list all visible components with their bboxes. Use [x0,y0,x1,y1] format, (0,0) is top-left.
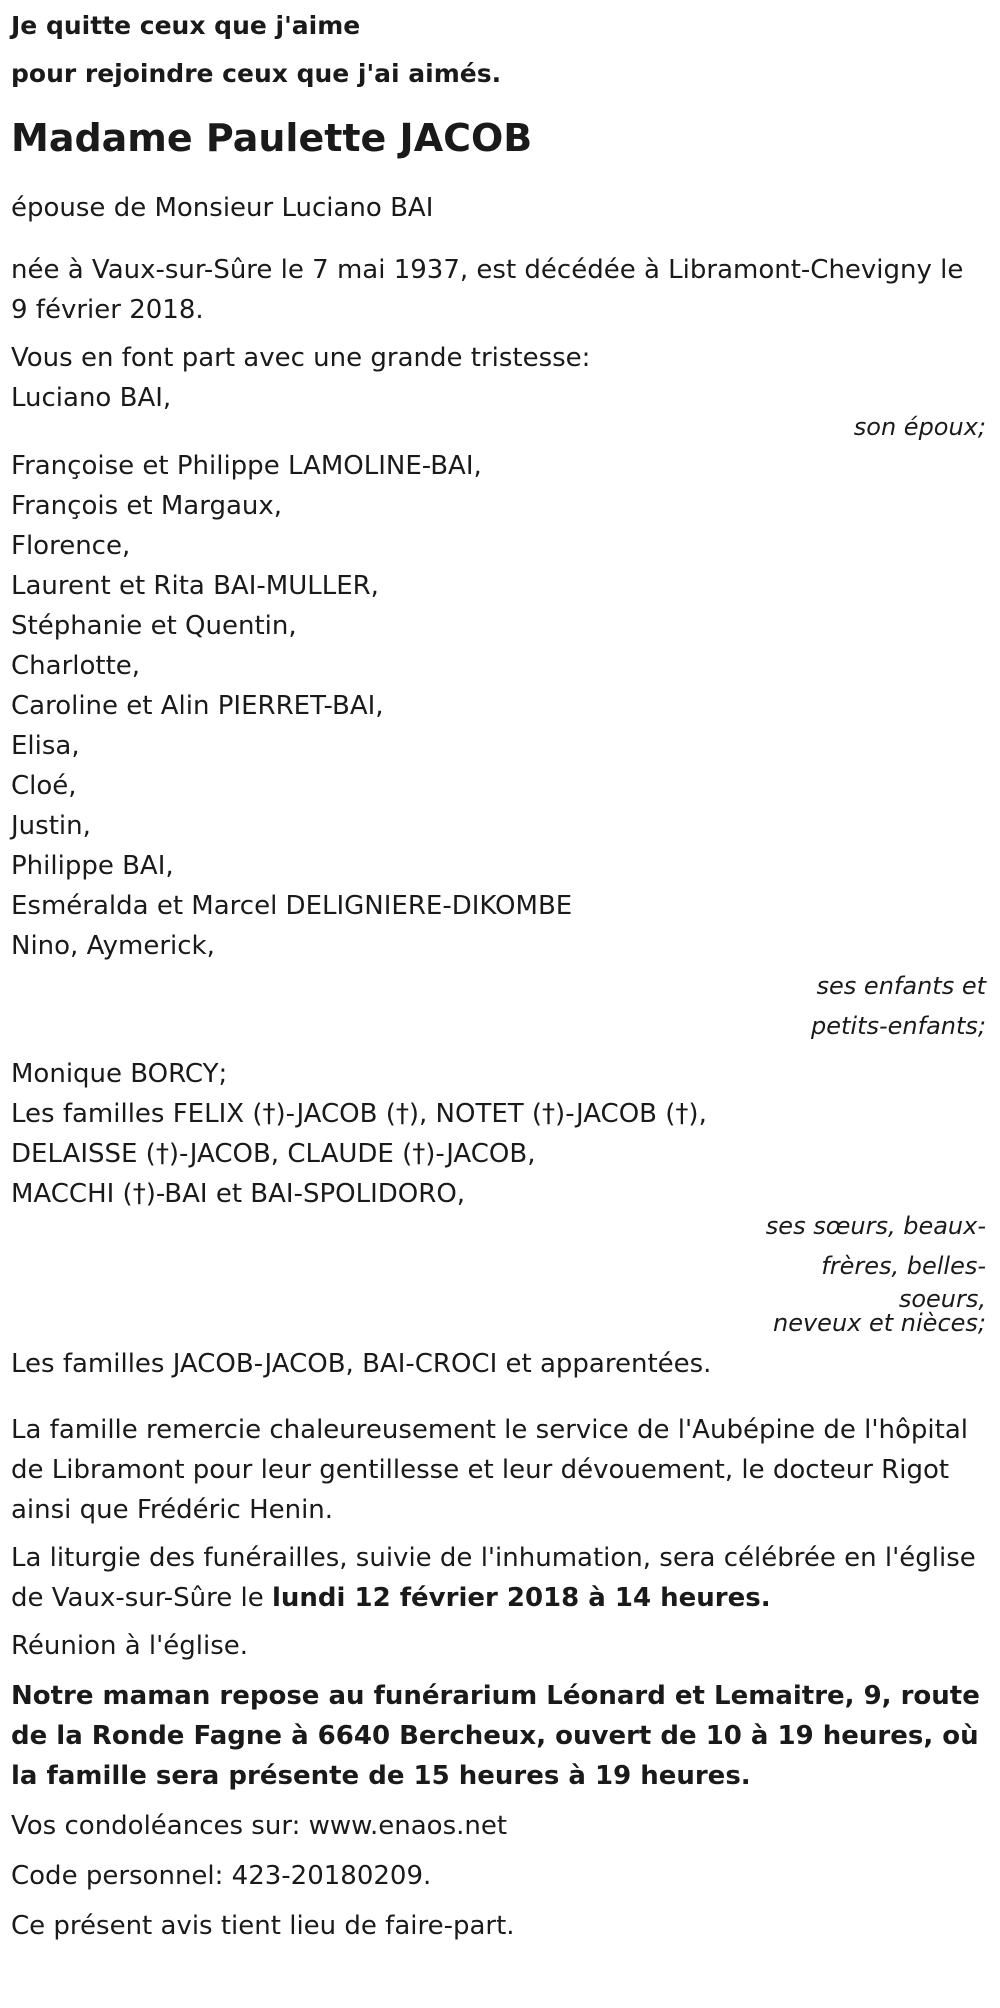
list-item: Monique BORCY; [11,1059,228,1089]
list-item: Esméralda et Marcel DELIGNIERE-DIKOMBE [11,891,573,921]
epigraph-line-1: Je quitte ceux que j'aime [11,11,361,40]
spouse-line: épouse de Monsieur Luciano BAI [11,193,434,223]
funerarium-paragraph: Notre maman repose au funérarium Léonard et Lemaitre, 9, route de la Ronde Fagne à 6640 Bercheux, ouvert de 10 à 19 heures, où la famille sera présente de 15 heures à 19 heures. [11,1681,980,1791]
list-item: Laurent et Rita BAI-MULLER, [11,571,379,601]
siblings-role-line-1: ses sœurs, beaux- [765,1212,986,1240]
epigraph [11,2,988,98]
families-line: Les familles JACOB-JACOB, BAI-CROCI et apparentées. [11,1349,712,1379]
siblings-list [11,1054,988,1214]
siblings-role-line-3: soeurs, [898,1285,986,1313]
funeral-date: lundi 12 février 2018 à 14 heures. [272,1583,771,1613]
children-role-line-2: petits-enfants; [811,1012,986,1040]
spouse-block [11,378,988,440]
funeral-text: La liturgie des funérailles, suivie de l'inhumation, sera célébrée en l'église de Vaux-sur-Sûre le [11,1543,976,1613]
children-role [746,966,988,1046]
obituary-notice [0,2,1000,2008]
list-item: Philippe BAI, [11,851,174,881]
list-item: Nino, Aymerick, [11,931,215,961]
siblings-role-line-2: frères, belles- [821,1252,986,1280]
personal-code: Code personnel: 423-20180209. [11,1861,432,1891]
funeral-paragraph [11,1538,988,1618]
condolences-text: Vos condoléances sur: www.enaos.net [11,1811,508,1841]
list-item: Françoise et Philippe LAMOLINE-BAI, [11,451,482,481]
children-role-line-1: ses enfants et [816,972,986,1000]
announcement-text: Vous en font part avec une grande tristesse: [11,343,591,373]
siblings-role-line-4: neveux et nièces; [773,1309,986,1337]
list-item: DELAISSE (†)-JACOB, CLAUDE (†)-JACOB, [11,1139,536,1169]
children-list [11,446,988,966]
list-item: Les familles FELIX (†)-JACOB (†), NOTET (†)-JACOB (†), [11,1099,707,1129]
deceased-name: Madame Paulette JACOB [11,116,533,160]
list-item: Stéphanie et Quentin, [11,611,297,641]
list-item: Charlotte, [11,651,141,681]
siblings-role [746,1206,988,1337]
list-item: Elisa, [11,731,80,761]
closing-text: Ce présent avis tient lieu de faire-part. [11,1911,515,1941]
list-item: Florence, [11,531,131,561]
thanks-paragraph: La famille remercie chaleureusement le service de l'Aubépine de l'hôpital de Libramont pour leur gentillesse et leur dévouement, le docteur Rigot ainsi que Frédéric Henin. [11,1415,969,1525]
list-item: MACCHI (†)-BAI et BAI-SPOLIDORO, [11,1179,466,1209]
list-item: Cloé, [11,771,77,801]
list-item: Caroline et Alin PIERRET-BAI, [11,691,384,721]
list-item: Justin, [11,811,91,841]
meeting-text: Réunion à l'église. [11,1631,249,1661]
spouse-role: son époux; [853,413,986,441]
spouse-name: Luciano BAI, [11,383,172,413]
epigraph-line-2: pour rejoindre ceux que j'ai aimés. [11,59,502,88]
birth-death-text: née à Vaux-sur-Sûre le 7 mai 1937, est décédée à Libramont-Chevigny le 9 février 2018. [11,255,964,325]
list-item: François et Margaux, [11,491,283,521]
